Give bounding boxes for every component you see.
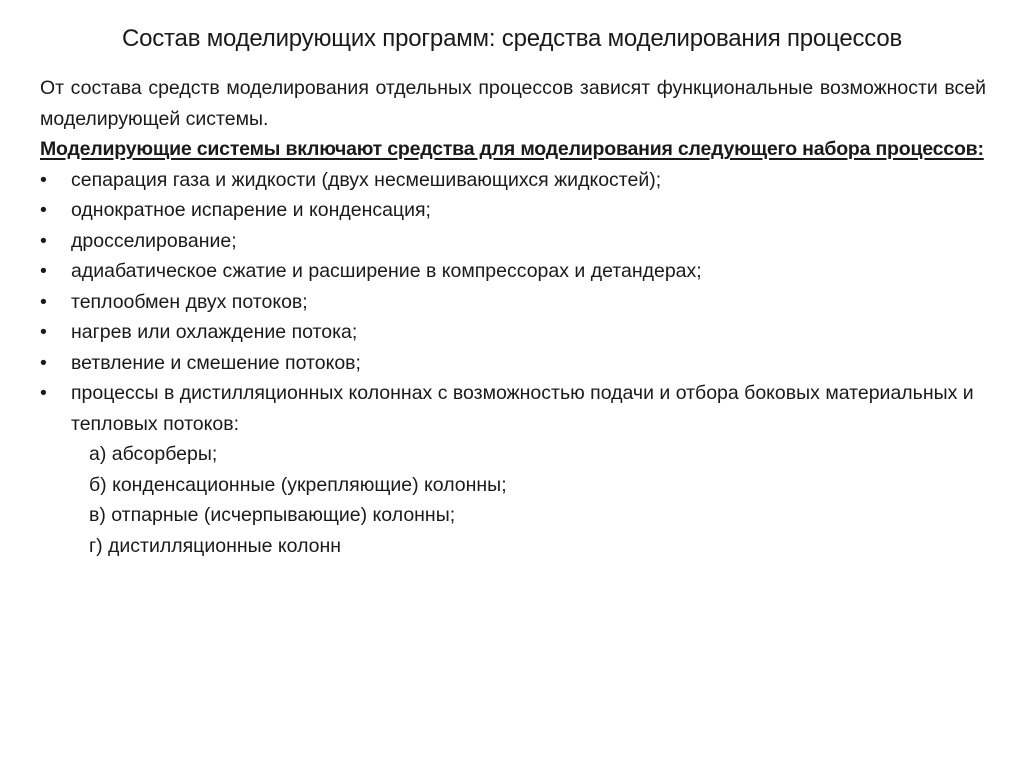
slide-body bbox=[40, 73, 986, 561]
list-item-text: однократное испарение и конденсация; bbox=[71, 199, 431, 221]
list-item-text: нагрев или охлаждение потока; bbox=[71, 321, 358, 343]
bullet-icon: • bbox=[40, 351, 47, 374]
list-item-text: теплообмен двух потоков; bbox=[71, 290, 308, 313]
lead-heading: Моделирующие системы включают средства для моделирования следующего набора процессов: bbox=[40, 138, 984, 160]
column-types-list bbox=[40, 439, 986, 561]
list-item bbox=[40, 256, 986, 287]
list-item bbox=[40, 287, 986, 318]
list-item-text: ветвление и смешение потоков; bbox=[71, 351, 361, 374]
bullet-icon: • bbox=[40, 321, 47, 343]
list-item bbox=[40, 317, 986, 348]
list-item bbox=[40, 165, 986, 196]
sublist-item: а) абсорберы; bbox=[89, 443, 218, 465]
slide-title: Состав моделирующих программ: средства моделирования процессов bbox=[121, 25, 903, 52]
list-item bbox=[40, 195, 986, 226]
process-list bbox=[40, 165, 986, 440]
bullet-icon: • bbox=[40, 199, 47, 221]
sublist-item: б) конденсационные (укрепляющие) колонны; bbox=[89, 473, 507, 496]
list-item-text: сепарация газа и жидкости (двух несмешивающихся жидкостей); bbox=[71, 168, 662, 191]
list-item bbox=[40, 348, 986, 379]
list-item bbox=[40, 226, 986, 257]
sublist-item: в) отпарные (исчерпывающие) колонны; bbox=[89, 504, 456, 526]
list-item-text: дросселирование; bbox=[71, 229, 237, 252]
bullet-icon: • bbox=[40, 168, 47, 191]
bullet-icon: • bbox=[40, 260, 47, 282]
bullet-icon: • bbox=[40, 290, 47, 313]
sublist-item: г) дистилляционные колонн bbox=[89, 534, 342, 557]
intro-paragraph: От состава средств моделирования отдельных процессов зависят функциональные возможности всей моделирующей системы. bbox=[40, 77, 986, 130]
bullet-icon: • bbox=[40, 382, 47, 404]
list-item-text: процессы в дистилляционных колоннах с возможностью подачи и отбора боковых материальных и тепловых потоков: bbox=[71, 382, 974, 435]
list-item-text: адиабатическое сжатие и расширение в компрессорах и детандерах; bbox=[71, 260, 702, 282]
list-item bbox=[40, 378, 986, 439]
bullet-icon: • bbox=[40, 229, 47, 252]
